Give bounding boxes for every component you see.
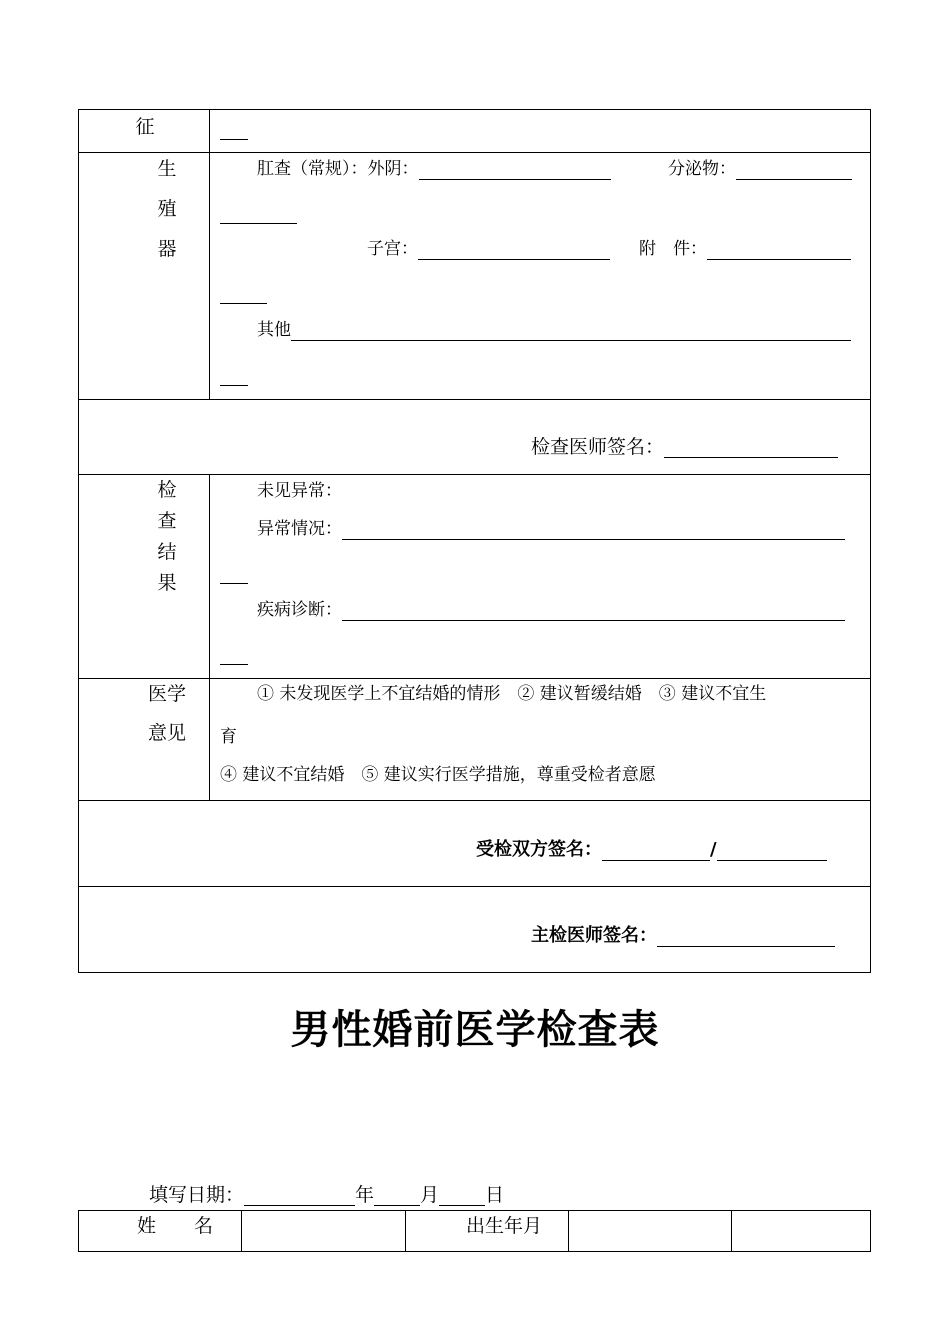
row-label-result-4: 果 bbox=[157, 572, 177, 594]
row-label-result-2: 查 bbox=[157, 510, 177, 532]
fill-date-label: 填写日期： bbox=[149, 1184, 245, 1206]
diagnosis-field bbox=[257, 599, 845, 621]
opinion-line-1: ① 未发现医学上不宜结婚的情形 ② 建议暂缓结婚 ③ 建议不宜生 bbox=[257, 684, 767, 704]
opinion-line-3: ④ 建议不宜结婚 ⑤ 建议实行医学措施，尊重受检者意愿 bbox=[220, 765, 656, 785]
name-label: 姓 名 bbox=[137, 1215, 214, 1237]
col-divider bbox=[405, 1211, 406, 1251]
abnormal-label: 异常情况： bbox=[257, 519, 342, 539]
row-divider bbox=[79, 800, 870, 801]
abnormal-field bbox=[257, 518, 845, 540]
page-title: 男性婚前医学检查表 bbox=[290, 1006, 660, 1053]
row-label-genital-3: 器 bbox=[157, 238, 177, 260]
chief-doctor-signature-field bbox=[531, 925, 835, 947]
secretion-label: 分泌物： bbox=[668, 159, 736, 179]
row-divider bbox=[79, 474, 870, 475]
uterus-field bbox=[367, 238, 610, 260]
row-label-opinion-1: 医学 bbox=[147, 683, 186, 705]
blank-line bbox=[220, 643, 248, 665]
row-label-opinion-2: 意见 bbox=[147, 722, 186, 744]
doctor-signature-label: 检查医师签名： bbox=[531, 436, 665, 458]
blank-line bbox=[220, 562, 248, 584]
fill-date-month: 月 bbox=[420, 1184, 440, 1206]
blank-line bbox=[220, 282, 267, 304]
fill-date-year: 年 bbox=[355, 1184, 375, 1206]
blank-line bbox=[220, 364, 248, 386]
row-label-result-1: 检 bbox=[157, 479, 177, 501]
adnexa-field bbox=[639, 238, 851, 260]
row-label-zheng: 征 bbox=[135, 116, 155, 138]
birth-label: 出生年月 bbox=[466, 1215, 543, 1237]
other-label: 其他 bbox=[257, 320, 291, 340]
both-parties-signature-label: 受检双方签名： bbox=[476, 839, 602, 860]
exam-table bbox=[78, 109, 871, 973]
fill-date-day: 日 bbox=[485, 1184, 505, 1206]
other-field bbox=[257, 319, 851, 341]
anal-exam-field bbox=[257, 158, 611, 180]
adnexa-label: 附 件： bbox=[639, 239, 707, 259]
signature-separator: / bbox=[710, 839, 717, 860]
anal-exam-label: 肛查（常规）：外阴： bbox=[257, 159, 419, 179]
row-divider bbox=[79, 152, 870, 153]
normal-label: 未见异常： bbox=[257, 481, 342, 501]
col-divider bbox=[568, 1211, 569, 1251]
doctor-signature-field bbox=[531, 436, 838, 458]
col-divider bbox=[241, 1211, 242, 1251]
fill-date bbox=[149, 1184, 504, 1206]
blank-line bbox=[220, 118, 248, 140]
row-divider bbox=[79, 399, 870, 400]
col-divider bbox=[209, 110, 210, 399]
col-divider bbox=[731, 1211, 732, 1251]
col-divider bbox=[209, 474, 210, 800]
secretion-field bbox=[668, 158, 852, 180]
row-label-result-3: 结 bbox=[157, 541, 177, 563]
both-parties-signature-field bbox=[476, 839, 827, 861]
row-divider bbox=[79, 678, 870, 679]
row-divider bbox=[79, 886, 870, 887]
opinion-line-2: 育 bbox=[220, 727, 237, 747]
row-label-genital-2: 殖 bbox=[157, 198, 177, 220]
diagnosis-label: 疾病诊断： bbox=[257, 600, 342, 620]
row-label-genital-1: 生 bbox=[157, 158, 177, 180]
blank-line bbox=[220, 202, 297, 224]
info-table bbox=[78, 1210, 871, 1252]
uterus-label: 子宫： bbox=[367, 239, 418, 259]
chief-doctor-signature-label: 主检医师签名： bbox=[531, 925, 657, 946]
